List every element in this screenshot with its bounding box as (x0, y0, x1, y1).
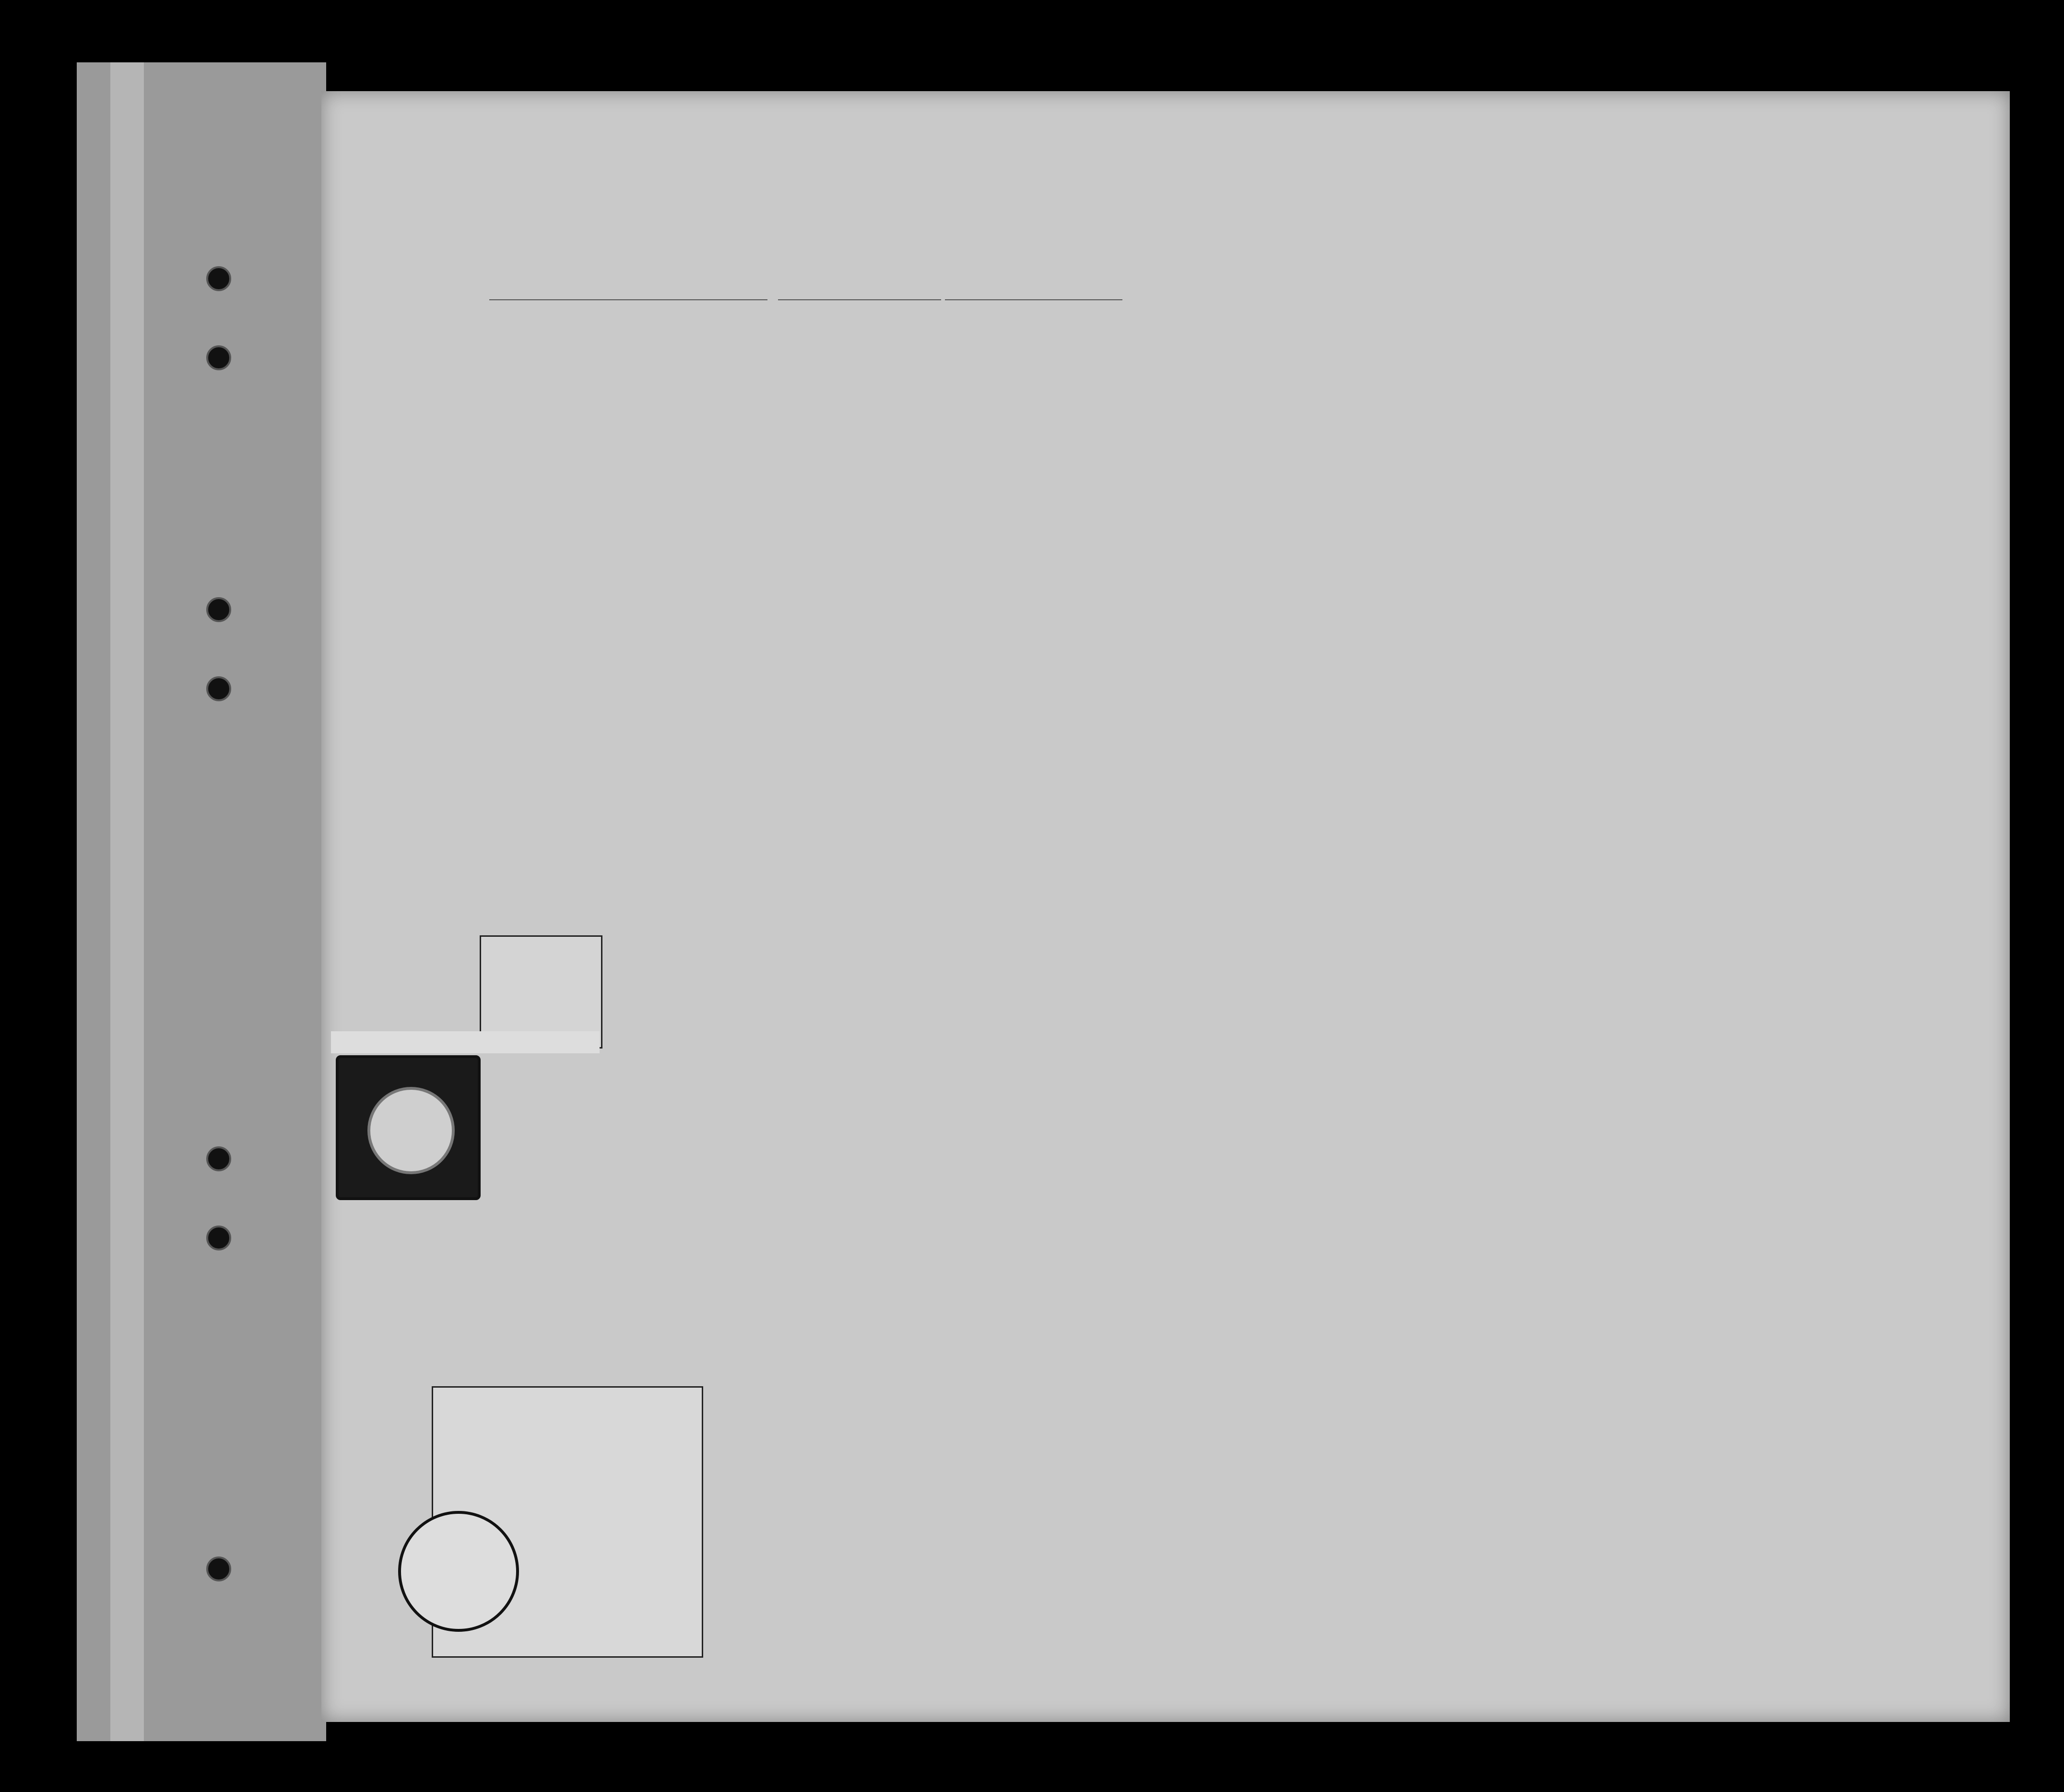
punch-hole (206, 345, 231, 370)
consulate-seal (336, 1055, 481, 1200)
punch-hole (206, 1556, 231, 1581)
stamp2-number-line (452, 1397, 472, 1414)
manifest-sheet (321, 91, 2010, 1722)
binder-strip-inner (110, 62, 144, 1741)
arrival-date (945, 299, 1122, 300)
vessel-name (489, 299, 767, 300)
stamp1-details (480, 1079, 537, 1100)
consulate-general-seal (398, 1511, 519, 1632)
punch-hole (206, 676, 231, 701)
service-line (480, 1079, 537, 1100)
arrival-port (778, 299, 941, 300)
sheet-number (1895, 163, 1904, 197)
vessel-line (484, 283, 1126, 305)
punch-hole (206, 1146, 231, 1171)
consulate-banner (331, 1031, 600, 1053)
punch-hole (206, 266, 231, 291)
punch-hole (206, 597, 231, 622)
punch-hole (206, 1226, 231, 1250)
fee-stamp (367, 1087, 455, 1174)
binder-strip (77, 62, 326, 1741)
